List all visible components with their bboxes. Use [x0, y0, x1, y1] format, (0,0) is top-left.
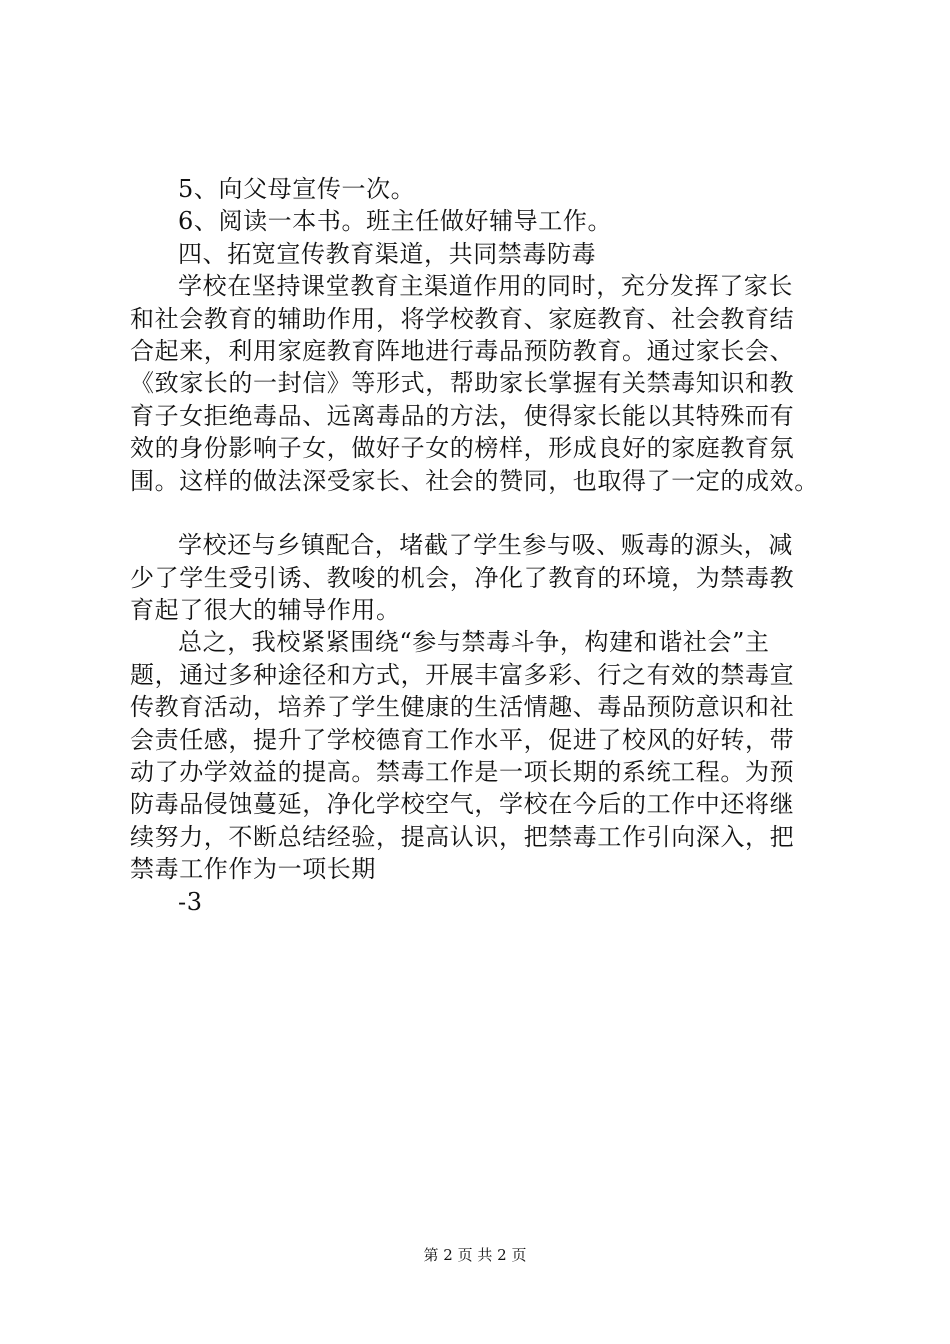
paragraph-line: 学校还与乡镇配合，堵截了学生参与吸、贩毒的源头，减: [178, 531, 793, 560]
paragraph-line: 《致家长的一封信》等形式，帮助家长掌握有关禁毒知识和教: [130, 369, 795, 398]
document-body: [130, 173, 830, 918]
paragraph-gap: [130, 497, 830, 529]
page-marker: -3: [178, 887, 203, 916]
list-item-5: 5、向父母宣传一次。: [178, 175, 416, 203]
paragraph-line: 育子女拒绝毒品、远离毒品的方法，使得家长能以其特殊而有: [130, 401, 795, 430]
paragraph-line: 和社会教育的辅助作用，将学校教育、家庭教育、社会教育结: [130, 304, 795, 333]
paragraph-line: 防毒品侵蚀蔓延，净化学校空气，学校在今后的工作中还将继: [130, 790, 795, 819]
paragraph-line: 效的身份影响子女，做好子女的榜样，形成良好的家庭教育氛: [130, 434, 795, 463]
paragraph-line: 学校在坚持课堂教育主渠道作用的同时，充分发挥了家长: [178, 272, 793, 301]
section-heading-4: 四、拓宽宣传教育渠道，共同禁毒防毒: [178, 239, 597, 268]
paragraph-line: 总之，我校紧紧围绕“参与禁毒斗争，构建和谐社会”主: [178, 628, 770, 657]
paragraph-line: 围。这样的做法深受家长、社会的赞同，也取得了一定的成效。: [130, 466, 819, 495]
paragraph-line: 育起了很大的辅导作用。: [130, 596, 401, 625]
paragraph-line: 动了办学效益的提高。禁毒工作是一项长期的系统工程。为预: [130, 758, 795, 787]
paragraph-line: 传教育活动，培养了学生健康的生活情趣、毒品预防意识和社: [130, 693, 795, 722]
list-item-6: 6、阅读一本书。班主任做好辅导工作。: [178, 207, 613, 236]
paragraph-line: 题，通过多种途径和方式，开展丰富多彩、行之有效的禁毒宣: [130, 660, 795, 689]
paragraph-line: 续努力，不断总结经验，提高认识，把禁毒工作引向深入，把: [130, 822, 795, 851]
paragraph-line: 合起来，利用家庭教育阵地进行毒品预防教育。通过家长会、: [130, 336, 795, 365]
paragraph-line: 禁毒工作作为一项长期: [130, 855, 376, 884]
paragraph-line: 少了学生受引诱、教唆的机会，净化了教育的环境，为禁毒教: [130, 563, 795, 592]
page-footer: 第 2 页 共 2 页: [423, 1246, 527, 1264]
paragraph-line: 会责任感，提升了学校德育工作水平，促进了校风的好转，带: [130, 725, 795, 754]
